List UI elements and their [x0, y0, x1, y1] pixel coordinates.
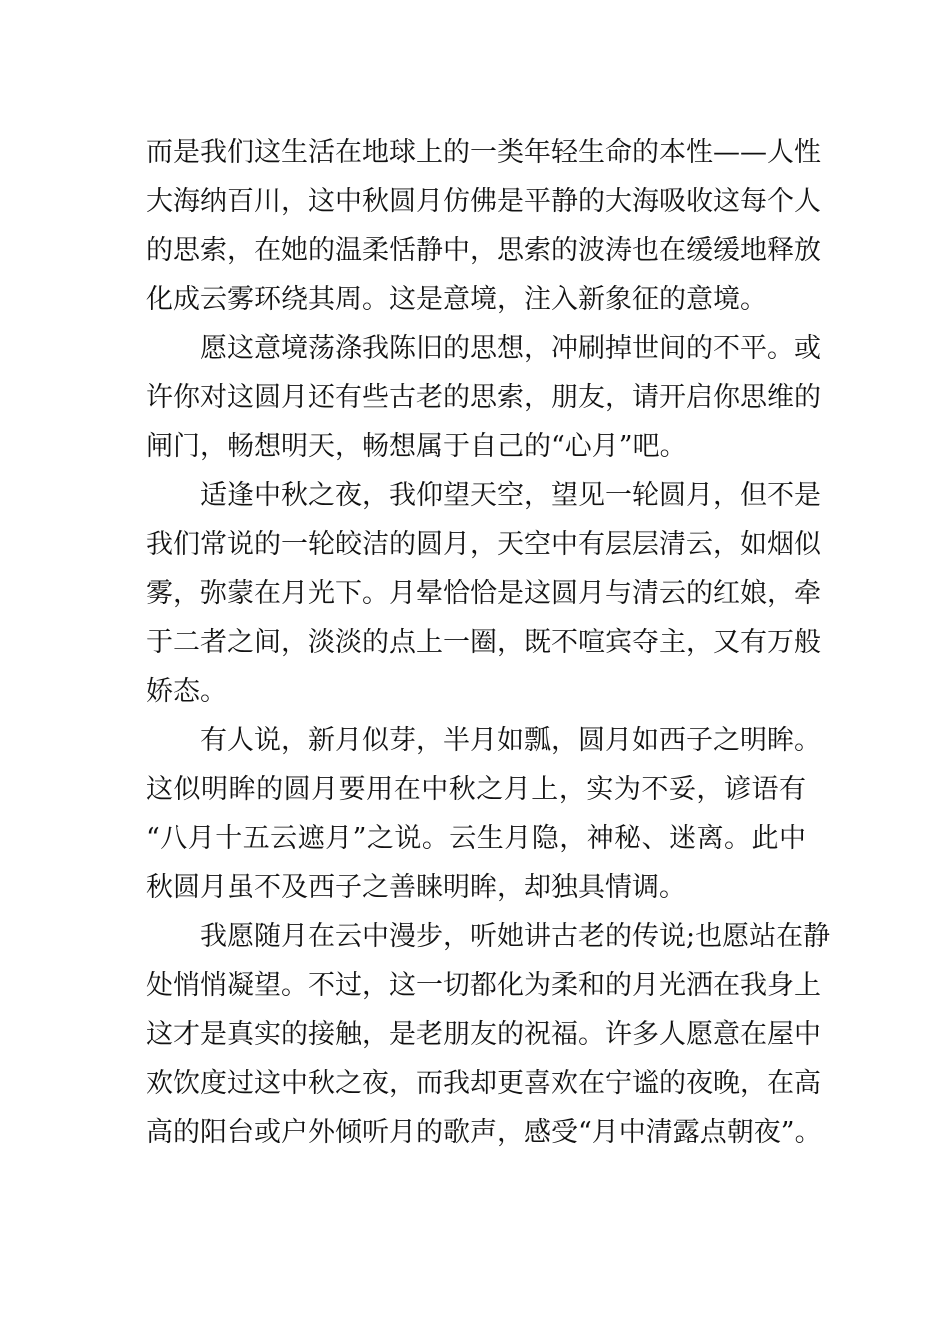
text-line: 而是我们这生活在地球上的一类年轻生命的本性——人性 — [146, 137, 821, 168]
text-line: 我们常说的一轮皎洁的圆月，天空中有层层清云，如烟似 — [146, 529, 821, 560]
text-line: 我愿随月在云中漫步，听她讲古老的传说;也愿站在静 — [200, 921, 831, 952]
text-line: 这似明眸的圆月要用在中秋之月上，实为不妥，谚语有 — [146, 774, 806, 805]
text-line: 处悄悄凝望。不过，这一切都化为柔和的月光洒在我身上 — [146, 970, 821, 1001]
paragraph-4 — [146, 716, 821, 912]
text-line: 适逢中秋之夜，我仰望天空，望见一轮圆月，但不是 — [200, 480, 821, 511]
text-line: 于二者之间，淡淡的点上一圈，既不喧宾夺主，又有万般 — [146, 627, 821, 658]
text-line: 闸门，畅想明天，畅想属于自己的“心月”吧。 — [146, 431, 687, 462]
text-line: 化成云雾环绕其周。这是意境，注入新象征的意境。 — [146, 284, 767, 315]
text-line: 秋圆月虽不及西子之善睐明眸，却独具情调。 — [146, 872, 686, 903]
text-line: 这才是真实的接触，是老朋友的祝福。许多人愿意在屋中 — [146, 1019, 821, 1050]
document-body — [146, 128, 831, 1157]
text-line: 娇态。 — [146, 676, 227, 707]
paragraph-3 — [146, 471, 821, 716]
text-line: 愿这意境荡涤我陈旧的思想，冲刷掉世间的不平。或 — [200, 333, 821, 364]
paragraph-2 — [146, 324, 821, 471]
text-line: 许你对这圆月还有些古老的思索，朋友，请开启你思维的 — [146, 382, 821, 413]
text-line: 有人说，新月似芽，半月如瓢，圆月如西子之明眸。 — [200, 725, 821, 756]
paragraph-5 — [146, 912, 831, 1157]
paragraph-1 — [146, 128, 821, 324]
text-line: 高的阳台或户外倾听月的歌声，感受“月中清露点朝夜”。 — [146, 1117, 822, 1148]
text-line: 雾，弥蒙在月光下。月晕恰恰是这圆月与清云的红娘，牵 — [146, 578, 821, 609]
text-line: 欢饮度过这中秋之夜，而我却更喜欢在宁谧的夜晚，在高 — [146, 1068, 821, 1099]
text-line: 大海纳百川，这中秋圆月仿佛是平静的大海吸收这每个人 — [146, 186, 821, 217]
text-line: “八月十五云遮月”之说。云生月隐，神秘、迷离。此中 — [146, 823, 806, 854]
text-line: 的思索，在她的温柔恬静中，思索的波涛也在缓缓地释放 — [146, 235, 821, 266]
